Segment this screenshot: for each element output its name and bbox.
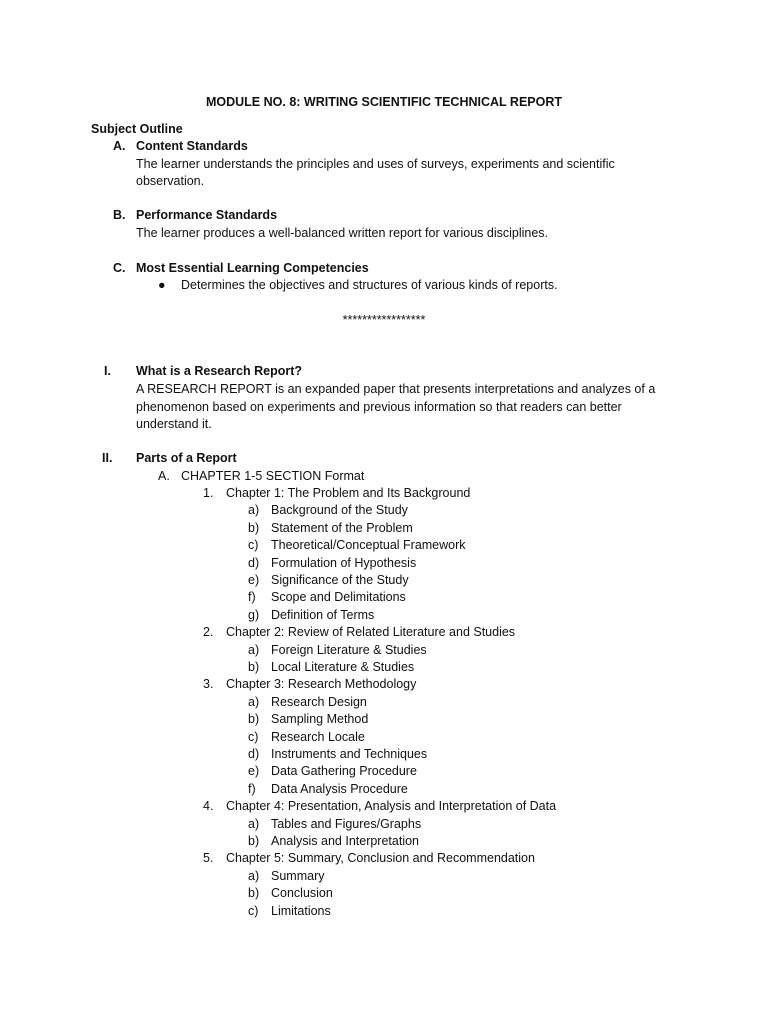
content-standards-marker: A. (113, 139, 126, 153)
list-item-marker: c) (248, 730, 259, 744)
competency-item: Determines the objectives and structures of various kinds of reports. (181, 278, 558, 292)
list-item-marker: a) (248, 817, 260, 831)
chapter-title: Chapter 2: Review of Related Literature and Studies (226, 625, 516, 639)
chapter-title: Chapter 4: Presentation, Analysis and Interpretation of Data (226, 799, 557, 813)
chapter-title: Chapter 5: Summary, Conclusion and Recommendation (226, 851, 535, 865)
list-item: Data Gathering Procedure (271, 764, 417, 778)
section-i-title: What is a Research Report? (136, 364, 303, 378)
performance-standards-title: Performance Standards (136, 208, 278, 222)
content-standards-text-line-2: observation. (136, 174, 205, 188)
section-i-text-line-3: understand it. (136, 417, 212, 431)
list-item-marker: b) (248, 660, 260, 674)
list-item: Foreign Literature & Studies (271, 643, 427, 657)
list-item: Local Literature & Studies (271, 660, 415, 674)
list-item: Definition of Terms (271, 608, 375, 622)
subject-outline-heading: Subject Outline (91, 122, 183, 136)
list-item: Scope and Delimitations (271, 590, 406, 604)
list-item: Formulation of Hypothesis (271, 556, 417, 570)
list-item: Tables and Figures/Graphs (271, 817, 422, 831)
chapter-title: Chapter 3: Research Methodology (226, 677, 417, 691)
list-item: Statement of the Problem (271, 521, 413, 535)
chapter-marker: 3. (203, 677, 214, 691)
list-item: Data Analysis Procedure (271, 782, 408, 796)
list-item-marker: g) (248, 608, 260, 622)
performance-standards-text: The learner produces a well-balanced written report for various disciplines. (136, 226, 549, 240)
separator-asterisks: ***************** (342, 313, 426, 327)
list-item-marker: a) (248, 695, 260, 709)
list-item-marker: b) (248, 712, 260, 726)
list-item: Theoretical/Conceptual Framework (271, 538, 466, 552)
list-item-marker: a) (248, 503, 260, 517)
section-i-text-line-2: phenomenon based on experiments and previous information so that readers can better (136, 400, 622, 414)
list-item: Background of the Study (271, 503, 408, 517)
list-item: Significance of the Study (271, 573, 409, 587)
document-title: MODULE NO. 8: WRITING SCIENTIFIC TECHNICAL REPORT (205, 95, 563, 109)
list-item-marker: d) (248, 556, 260, 570)
content-standards-title: Content Standards (136, 139, 248, 153)
section-ii-title: Parts of a Report (136, 451, 237, 465)
section-ii-marker: II. (102, 451, 113, 465)
list-item-marker: e) (248, 764, 260, 778)
format-title: CHAPTER 1-5 SECTION Format (181, 469, 365, 483)
list-item-marker: b) (248, 521, 260, 535)
list-item-marker: a) (248, 869, 260, 883)
list-item: Summary (271, 869, 325, 883)
chapter-title: Chapter 1: The Problem and Its Background (226, 486, 471, 500)
content-standards-text-line-1: The learner understands the principles and uses of surveys, experiments and scientific (136, 157, 615, 171)
list-item-marker: f) (248, 590, 256, 604)
list-item: Research Locale (271, 730, 365, 744)
chapter-marker: 5. (203, 851, 214, 865)
list-item: Instruments and Techniques (271, 747, 428, 761)
list-item-marker: f) (248, 782, 256, 796)
performance-standards-marker: B. (113, 208, 126, 222)
list-item-marker: e) (248, 573, 260, 587)
competencies-title: Most Essential Learning Competencies (136, 261, 369, 275)
list-item: Analysis and Interpretation (271, 834, 420, 848)
list-item: Sampling Method (271, 712, 369, 726)
chapter-marker: 2. (203, 625, 214, 639)
section-i-marker: I. (104, 364, 111, 378)
list-item-marker: d) (248, 747, 260, 761)
list-item: Conclusion (271, 886, 333, 900)
list-item-marker: b) (248, 834, 260, 848)
chapter-marker: 4. (203, 799, 214, 813)
list-item-marker: c) (248, 538, 259, 552)
list-item: Limitations (271, 904, 331, 918)
list-item-marker: c) (248, 904, 259, 918)
format-marker: A. (158, 469, 170, 483)
chapter-marker: 1. (203, 486, 214, 500)
list-item: Research Design (271, 695, 367, 709)
list-item-marker: b) (248, 886, 260, 900)
list-item-marker: a) (248, 643, 260, 657)
section-i-text-line-1: A RESEARCH REPORT is an expanded paper that presents interpretations and analyzes of a (136, 382, 656, 396)
bullet-icon: ● (158, 278, 166, 292)
competencies-marker: C. (113, 261, 126, 275)
